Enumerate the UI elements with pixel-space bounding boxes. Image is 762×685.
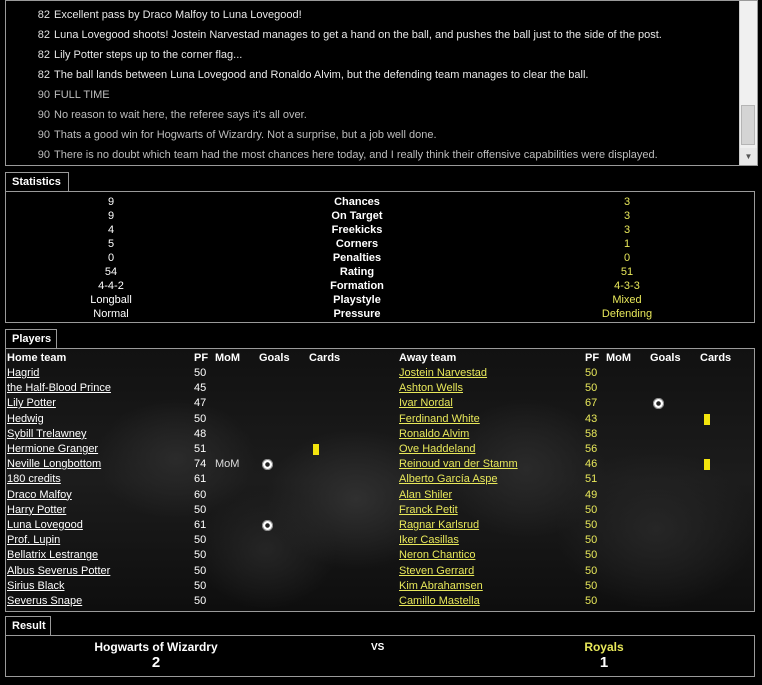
stat-row (6, 209, 754, 223)
away-player-pf: 50 (585, 564, 598, 577)
stat-away-value: 4-3-3 (614, 280, 640, 292)
commentary-text: Excellent pass by Draco Malfoy to Luna Lovegood! (54, 9, 302, 21)
away-player-pf: 43 (585, 412, 598, 425)
away-goals-header: Goals (650, 352, 681, 364)
home-player-pf: 60 (194, 488, 207, 501)
home-player-name-link[interactable]: Draco Malfoy (7, 488, 72, 501)
home-pf-header: PF (194, 352, 209, 364)
away-score: 1 (599, 654, 609, 671)
statistics-panel (5, 191, 755, 323)
home-player-pf: 50 (194, 367, 207, 379)
commentary-text: The ball lands between Luna Lovegood and Ronaldo Alvim, but the defending team manages to clear the ball. (54, 69, 589, 81)
yellow-card-icon (704, 459, 710, 470)
home-player-name-link[interactable]: Albus Severus Potter (7, 564, 111, 577)
commentary-text: No reason to wait here, the referee says it's all over. (54, 109, 307, 121)
stat-home-value: Normal (93, 308, 129, 320)
stat-row (6, 265, 754, 279)
away-player-row (6, 579, 754, 594)
result-panel (5, 635, 755, 677)
stat-home-value: Longball (90, 294, 132, 306)
home-player-pf: 50 (194, 503, 207, 516)
home-player-pf: 61 (194, 473, 207, 486)
home-player-name-link[interactable]: Hedwig (7, 412, 44, 425)
away-player-pf: 50 (585, 549, 598, 562)
home-player-pf: 74 (194, 458, 207, 471)
commentary-scrollbar[interactable] (739, 1, 757, 165)
away-player-row (6, 457, 754, 472)
yellow-card-icon (704, 414, 710, 425)
away-player-row (6, 548, 754, 563)
home-player-pf: 48 (194, 427, 207, 440)
home-player-name-link[interactable]: Harry Potter (7, 503, 67, 516)
home-player-pf: 45 (194, 382, 207, 395)
home-score: 2 (151, 654, 161, 671)
away-player-pf: 50 (585, 503, 598, 516)
stat-away-value: 1 (623, 238, 631, 250)
stat-row (6, 293, 754, 307)
away-player-row (6, 442, 754, 457)
away-player-pf: 50 (585, 534, 598, 547)
away-player-name-link[interactable]: Ferdinand White (399, 412, 480, 425)
stat-row (6, 279, 754, 293)
away-player-name-link[interactable]: Franck Petit (399, 503, 458, 516)
stat-away-value: Defending (601, 308, 653, 320)
home-player-name-link[interactable]: Prof. Lupin (7, 534, 61, 547)
away-team-name: Royals (584, 640, 624, 654)
away-player-row (6, 488, 754, 503)
stat-away-value: 51 (620, 266, 634, 278)
away-player-row (6, 518, 754, 533)
stat-label: Formation (330, 280, 384, 292)
away-player-name-link[interactable]: Iker Casillas (399, 534, 459, 547)
away-player-pf: 56 (585, 443, 598, 455)
stat-label: Chances (334, 196, 380, 208)
away-player-pf: 50 (585, 382, 598, 395)
home-player-pf: 50 (194, 595, 207, 607)
home-player-name-link[interactable]: Sybill Trelawney (7, 427, 87, 440)
stat-away-value: 3 (623, 210, 631, 222)
commentary-minute: 82 (37, 69, 50, 81)
man-of-match-label: MoM (215, 458, 240, 471)
home-mom-header: MoM (215, 352, 241, 364)
away-player-row (6, 472, 754, 487)
home-player-pf: 47 (194, 397, 207, 410)
away-player-row (6, 503, 754, 518)
away-player-row (6, 564, 754, 579)
home-player-name-link[interactable]: the Half-Blood Prince (7, 382, 111, 395)
home-goals-header: Goals (259, 352, 290, 364)
away-player-pf: 51 (585, 473, 598, 486)
away-player-name-link[interactable]: Camillo Mastella (399, 595, 480, 607)
commentary-minute: 90 (37, 129, 50, 141)
stat-row (6, 223, 754, 237)
away-player-name-link[interactable]: Kim Abrahamsen (399, 579, 483, 592)
away-player-row (6, 396, 754, 411)
scroll-down-arrow-icon[interactable]: ▼ (740, 148, 757, 165)
home-team-name: Hogwarts of Wizardry (94, 640, 218, 654)
away-player-name-link[interactable]: Ashton Wells (399, 382, 463, 395)
stat-label: Corners (335, 238, 379, 250)
away-player-row (6, 366, 754, 381)
away-player-pf: 46 (585, 458, 598, 471)
away-cards-header: Cards (700, 352, 732, 364)
commentary-text: Luna Lovegood shoots! Jostein Narvestad manages to get a hand on the ball, and pushes the ball just to the side of the post. (54, 29, 662, 41)
away-player-name-link[interactable]: Ivar Nordal (399, 397, 453, 410)
commentary-minute: 90 (37, 149, 50, 161)
stat-label: On Target (331, 210, 383, 222)
away-team-header: Away team (399, 352, 457, 364)
away-player-name-link[interactable]: Alan Shiler (399, 488, 453, 501)
players-panel (5, 348, 755, 612)
home-player-name-link[interactable]: Lily Potter (7, 397, 56, 410)
commentary-text: There is no doubt which team had the most chances here today, and I really think their offensive capabilities were displayed. (54, 149, 658, 161)
home-cards-header: Cards (309, 352, 341, 364)
away-player-name-link[interactable]: Alberto García Aspe (399, 473, 498, 486)
away-player-pf: 67 (585, 397, 598, 410)
versus-label: VS (371, 642, 385, 653)
stat-away-value: Mixed (612, 294, 642, 306)
away-pf-header: PF (585, 352, 600, 364)
commentary-minute: 82 (37, 49, 50, 61)
home-player-pf: 50 (194, 564, 207, 577)
home-player-name-link[interactable]: Luna Lovegood (7, 519, 83, 531)
home-player-pf: 50 (194, 412, 207, 425)
home-player-pf: 50 (194, 549, 207, 562)
commentary-text: Lily Potter steps up to the corner flag... (54, 49, 243, 61)
away-player-name-link[interactable]: Ove Haddeland (399, 443, 476, 455)
away-player-pf: 58 (585, 427, 598, 440)
stat-home-value: 0 (107, 252, 115, 264)
tab-result[interactable]: Result (5, 616, 51, 636)
commentary-minute: 90 (37, 109, 50, 121)
stat-away-value: 3 (623, 224, 631, 236)
stat-row (6, 195, 754, 209)
away-mom-header: MoM (606, 352, 632, 364)
stat-label: Pressure (333, 308, 381, 320)
stat-row (6, 251, 754, 265)
stat-label: Penalties (332, 252, 382, 264)
home-player-name-link[interactable]: 180 credits (7, 473, 61, 486)
home-player-pf: 61 (194, 519, 207, 531)
stat-row (6, 307, 754, 321)
stat-away-value: 3 (623, 196, 631, 208)
commentary-minute: 82 (37, 9, 50, 21)
away-player-pf: 49 (585, 488, 598, 501)
away-player-row (6, 427, 754, 442)
stat-home-value: 9 (107, 196, 115, 208)
commentary-text: Thats a good win for Hogwarts of Wizardry. Not a surprise, but a job well done. (54, 129, 437, 141)
commentary-panel[interactable] (5, 0, 758, 166)
away-player-row (6, 412, 754, 427)
stat-home-value: 54 (104, 266, 118, 278)
home-player-name-link[interactable]: Hagrid (7, 367, 40, 379)
away-player-name-link[interactable]: Ronaldo Alvim (399, 427, 470, 440)
away-player-pf: 50 (585, 595, 598, 607)
commentary-minute: 82 (37, 29, 50, 41)
home-player-name-link[interactable]: Hermione Granger (7, 443, 99, 455)
stat-label: Rating (339, 266, 375, 278)
stat-row (6, 237, 754, 251)
tab-players[interactable]: Players (5, 329, 57, 349)
away-player-name-link[interactable]: Reinoud van der Stamm (399, 458, 518, 471)
football-icon (653, 398, 664, 409)
away-player-row (6, 533, 754, 548)
away-player-name-link[interactable]: Jostein Narvestad (399, 367, 488, 379)
home-player-name-link[interactable]: Severus Snape (7, 595, 83, 607)
home-player-name-link[interactable]: Neville Longbottom (7, 458, 102, 471)
home-player-pf: 50 (194, 579, 207, 592)
stat-home-value: 4 (107, 224, 115, 236)
away-player-pf: 50 (585, 579, 598, 592)
commentary-text: FULL TIME (54, 89, 110, 101)
away-player-row (6, 594, 754, 609)
scrollbar-thumb[interactable] (741, 105, 755, 145)
away-player-pf: 50 (585, 519, 598, 531)
stat-label: Playstyle (333, 294, 381, 306)
away-player-name-link[interactable]: Ragnar Karlsrud (399, 519, 480, 531)
stat-home-value: 4-4-2 (98, 280, 124, 292)
away-player-name-link[interactable]: Steven Gerrard (399, 564, 475, 577)
home-player-pf: 51 (194, 443, 207, 455)
stat-home-value: 5 (107, 238, 115, 250)
home-player-name-link[interactable]: Bellatrix Lestrange (7, 549, 99, 562)
stat-away-value: 0 (623, 252, 631, 264)
away-player-row (6, 381, 754, 396)
stat-home-value: 9 (107, 210, 115, 222)
home-player-name-link[interactable]: Sirius Black (7, 579, 65, 592)
commentary-minute: 90 (37, 89, 50, 101)
home-player-pf: 50 (194, 534, 207, 547)
away-player-pf: 50 (585, 367, 598, 379)
away-player-name-link[interactable]: Neron Chantico (399, 549, 476, 562)
stat-label: Freekicks (331, 224, 383, 236)
tab-statistics[interactable]: Statistics (5, 172, 69, 192)
home-team-header: Home team (7, 352, 67, 364)
